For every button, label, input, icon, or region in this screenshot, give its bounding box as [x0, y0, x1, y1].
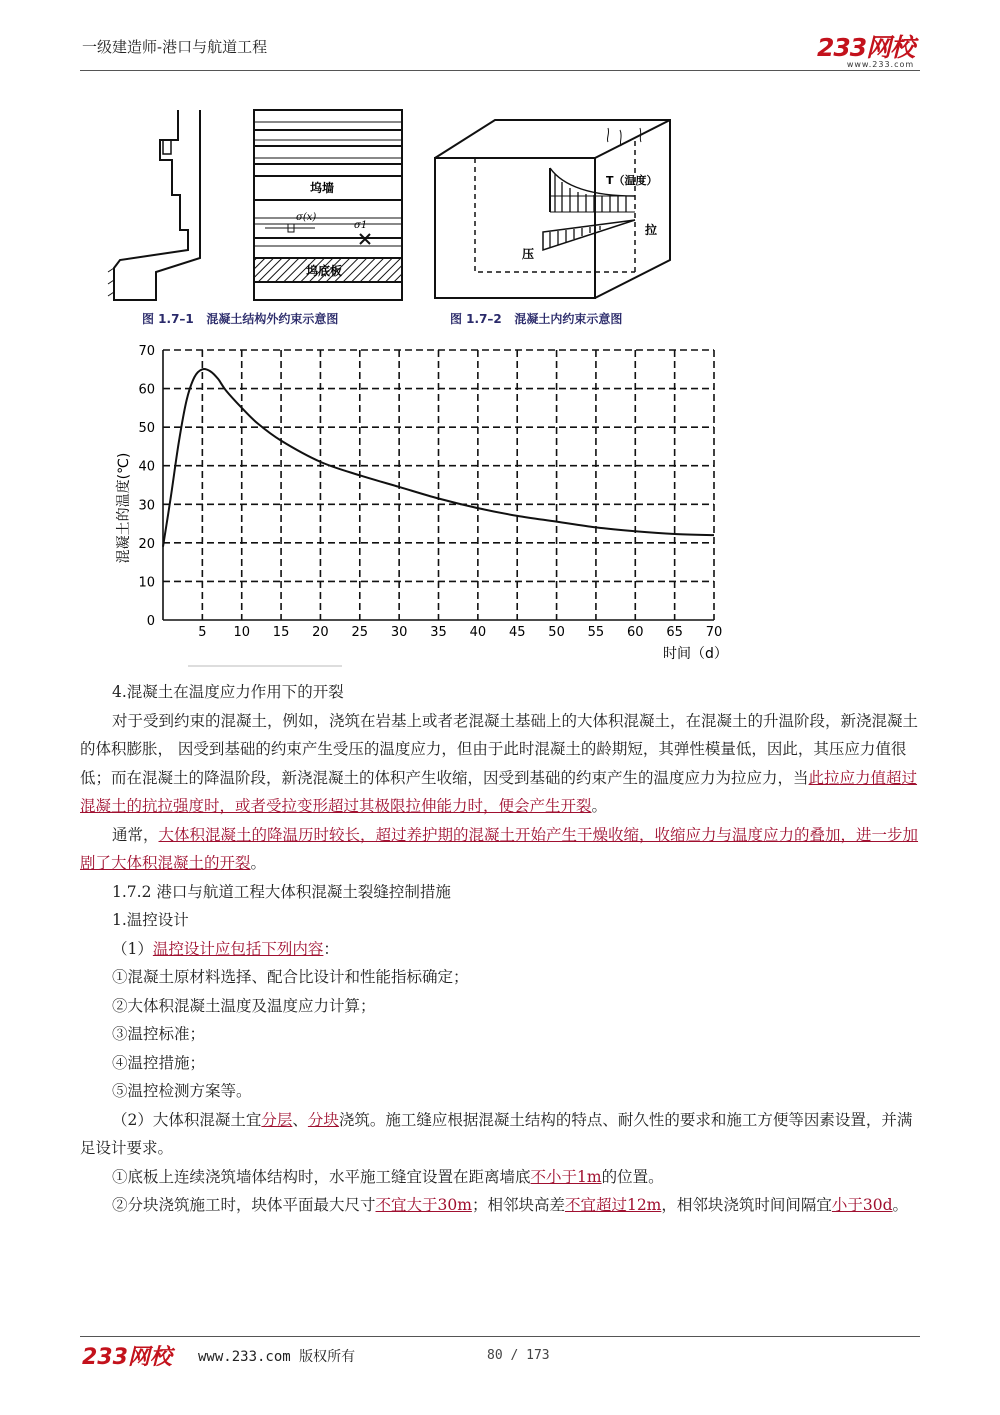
highlight-6: 不小于1m — [530, 1167, 602, 1186]
highlight-3: 温控设计应包括下列内容 — [152, 939, 324, 958]
page-number: 80 / 173 — [487, 1348, 550, 1363]
fig1-wall-profile — [108, 110, 200, 300]
x-tick-label: 15 — [272, 625, 290, 640]
highlight-5: 分块 — [307, 1110, 339, 1129]
highlight-1: 此拉应力值超过混凝土的抗拉强度时，或者受拉变形超过其极限拉伸能力时，便会产生开裂 — [80, 768, 918, 815]
bullet-2: ②分块浇筑施工时，块体平面最大尺寸不宜大于30m；相邻块高差不宜超过12m，相邻块浇筑时间间隔宜小于30d。 — [112, 1196, 909, 1214]
chart-y-label: 混凝土的温度(℃) — [116, 452, 132, 564]
fig2-label-compression: 压 — [522, 247, 535, 261]
section-1-7-2-title: 1.7.2 港口与航道工程大体积混凝土裂缝控制措施 — [112, 882, 451, 901]
y-tick-label: 50 — [138, 421, 155, 437]
x-tick-label: 40 — [469, 625, 487, 640]
chart-x-label: 时间（d） — [663, 646, 728, 662]
fig2-box — [435, 120, 670, 298]
x-tick-label: 35 — [430, 625, 447, 640]
list-item: ④温控措施； — [112, 1053, 206, 1072]
x-tick-label: 10 — [233, 625, 250, 640]
bullet-1: ①底板上连续浇筑墙体结构时，水平施工缝宜设置在距离墙底不小于1m的位置。 — [112, 1167, 664, 1186]
chart-y-ticks — [138, 344, 155, 629]
list-item: ⑤温控检测方案等。 — [112, 1082, 252, 1100]
x-tick-label: 60 — [627, 625, 644, 640]
subsection-1-title: 1.温控设计 — [112, 911, 189, 929]
header-logo-text: 233网校 — [817, 33, 915, 62]
list-item: ①混凝土原材料选择、配合比设计和性能指标确定； — [112, 968, 469, 986]
fig2-label-temp: T（温度） — [606, 174, 658, 187]
fig1-label-sigma-x: σ(x) — [296, 212, 317, 223]
header-logo-url: www.233.com — [846, 60, 915, 69]
chart-grid — [163, 350, 714, 620]
x-tick-label: 65 — [666, 625, 683, 640]
fig1-label-wall: 坞墙 — [310, 181, 335, 195]
highlight-8: 不宜超过12m — [564, 1196, 662, 1214]
fig2-caption: 图 1.7–2 混凝土内约束示意图 — [450, 312, 623, 326]
y-tick-label: 70 — [138, 344, 155, 359]
highlight-2: 大体积混凝土的降温历时较长，超过养护期的混凝土开始产生干燥收缩，收缩应力与温度应力的叠加，进一步加剧了大体积混凝土的开裂 — [80, 825, 919, 872]
y-tick-label: 0 — [146, 614, 155, 629]
x-tick-label: 70 — [705, 625, 723, 640]
y-tick-label: 20 — [138, 536, 155, 552]
fig1-label-floor: 坞底板 — [306, 264, 343, 278]
x-tick-label: 20 — [312, 625, 329, 640]
item-1: （1）温控设计应包括下列内容： — [112, 939, 339, 958]
highlight-4: 分层 — [261, 1110, 293, 1129]
body-text — [80, 678, 925, 1220]
highlight-7: 不宜大于30m — [375, 1196, 472, 1214]
y-tick-label: 60 — [138, 382, 155, 398]
fig1-caption: 图 1.7–1 混凝土结构外约束示意图 — [142, 312, 339, 326]
chart-x-ticks — [198, 625, 722, 640]
y-tick-label: 40 — [138, 459, 155, 475]
header-logo — [817, 28, 914, 69]
footer-logo: 233网校 — [82, 1345, 172, 1370]
paragraph-1: 对于受到约束的混凝土，例如，浇筑在岩基上或者老混凝土基础上的大体积混凝土，在混凝土的升温阶段，新浇混凝土的体积膨胀， 因受到基础的约束产生受压的温度应力，但由于此时混凝土的龄期短，其弹性模量低，因此，其压应力值很低；而在混凝土的降温阶段，新浇混凝土的体积产生收缩，因受到基础的约束产生的温度应力为拉应力，当此拉应力值超过混凝土的抗拉强度时，或者受拉变形超过其极限拉伸能力时，便会产生开裂。 — [80, 711, 919, 815]
section-4-title: 4.混凝土在温度应力作用下的开裂 — [112, 683, 344, 701]
temperature-chart — [100, 340, 740, 670]
fig1-label-sigma-1: σ1 — [354, 220, 368, 231]
x-tick-label: 50 — [548, 625, 565, 640]
list-item: ③温控标准； — [112, 1025, 206, 1043]
item-2: （2）大体积混凝土宜分层、分块浇筑。施工缝应根据混凝土结构的特点、耐久性的要求和施工方便等因素设置，并满足设计要求。 — [80, 1110, 913, 1157]
constraint-figures — [100, 100, 700, 340]
x-tick-label: 5 — [198, 625, 207, 640]
list-item: ②大体积混凝土温度及温度应力计算； — [112, 996, 376, 1015]
y-tick-label: 10 — [138, 575, 155, 591]
footer-divider — [80, 1336, 920, 1337]
x-tick-label: 45 — [508, 625, 526, 640]
y-tick-label: 30 — [138, 498, 155, 514]
header-title: 一级建造师-港口与航道工程 — [82, 38, 268, 56]
x-tick-label: 30 — [390, 625, 408, 640]
x-tick-label: 25 — [351, 625, 369, 640]
highlight-9: 小于30d — [831, 1196, 893, 1214]
x-tick-label: 55 — [587, 625, 605, 640]
fig2-label-tension: 拉 — [645, 223, 658, 237]
paragraph-2: 通常，大体积混凝土的降温历时较长，超过养护期的混凝土开始产生干燥收缩，收缩应力与温度应力的叠加，进一步加剧了大体积混凝土的开裂。 — [80, 825, 919, 872]
footer-copyright: www.233.com 版权所有 — [198, 1349, 356, 1365]
header-divider — [80, 70, 920, 71]
